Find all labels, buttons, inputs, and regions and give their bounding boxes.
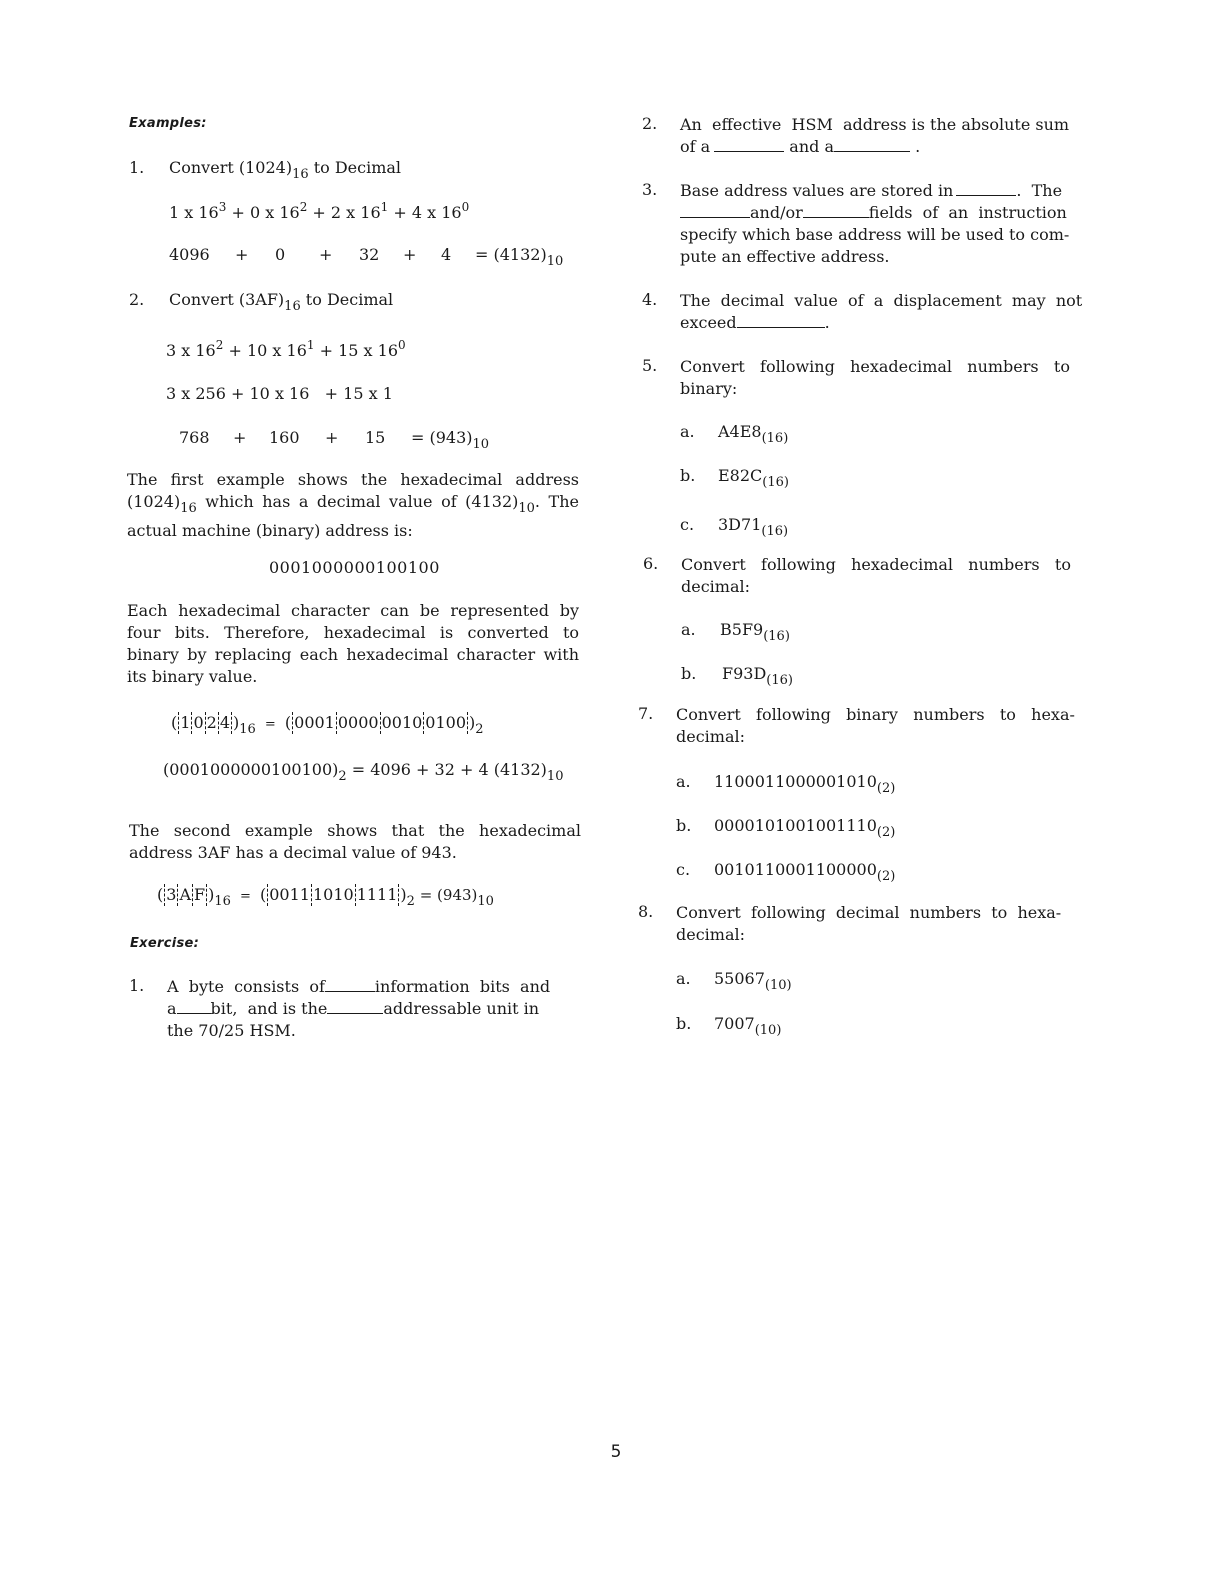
para-sub: 16 [180, 501, 197, 516]
binary-address: 0001000000100100 [269, 558, 440, 577]
q-text: An effective HSM address is the absolute sum [680, 115, 1070, 134]
sum-result-sub: 10 [472, 437, 490, 452]
question-5b-value [718, 466, 789, 490]
example-1-number: 1. [129, 158, 145, 177]
item-sub: (10) [764, 978, 792, 993]
equation-binary-to-decimal [163, 760, 563, 784]
item-letter: b. [681, 664, 697, 683]
question-5c [680, 515, 694, 534]
item-letter: a. [680, 422, 695, 441]
question-6b-value [722, 664, 793, 688]
example-2-title-post: to Decimal [300, 290, 394, 309]
question-2-text [680, 114, 1069, 158]
answer-blank[interactable] [325, 978, 375, 992]
sum-term: 4 [441, 245, 452, 264]
question-7a-value [714, 772, 895, 796]
item-letter: c. [680, 515, 695, 534]
divider [206, 884, 207, 906]
hex-digit: 0 [193, 713, 204, 732]
q-text: Convert following decimal numbers to hexa- [676, 903, 1062, 922]
plus-sign: + [319, 245, 333, 264]
sum-term: 15 [365, 428, 386, 447]
decimal-result: = (943) [414, 886, 478, 904]
item-sub: (16) [763, 629, 790, 644]
binary-group: 1010 [312, 885, 354, 904]
paragraph-second-example: The second example shows that the hexadecimal address 3AF has a decimal value of 943. [129, 821, 581, 862]
q-text: and a [784, 137, 834, 156]
term: + 0 x 16 [226, 203, 300, 222]
question-5a [680, 422, 695, 441]
hex-digit: 4 [219, 713, 230, 732]
term: + 2 x 16 [307, 203, 381, 222]
answer-blank[interactable] [956, 182, 1016, 196]
q-text: Convert following hexadecimal numbers to [680, 357, 1070, 376]
binary-group: 0100 [425, 713, 467, 732]
question-7c-value [714, 860, 895, 884]
close-paren: ) [400, 885, 407, 904]
answer-blank[interactable] [680, 204, 750, 218]
q-text: bit, and is the [210, 999, 328, 1018]
question-8a-value [714, 969, 792, 993]
close-paren: ) [233, 713, 240, 732]
question-1-number: 1. [129, 976, 145, 995]
q-text: decimal: [681, 577, 751, 596]
term: + 4 x 16 [388, 203, 462, 222]
item-value: E82C [718, 466, 763, 485]
q-text: of a [680, 137, 711, 156]
answer-blank[interactable] [737, 314, 825, 328]
term: + 10 x 16 [223, 341, 307, 360]
item-letter: a. [681, 620, 696, 639]
hex-digit: 2 [206, 713, 217, 732]
item-letter: b. [680, 466, 696, 485]
item-value: 0010110001100000 [714, 860, 877, 879]
divider [205, 712, 206, 734]
hex-digit: A [179, 885, 191, 904]
q-text: specify which base address will be used to com- [680, 225, 1070, 244]
hex-digit: F [194, 885, 206, 904]
item-sub: (16) [761, 431, 789, 446]
equation-hex-binary-3af [157, 884, 494, 909]
q-text: information bits and [374, 977, 551, 996]
binary-sub: 2 [338, 769, 347, 784]
sum-result-text: = (4132) [475, 245, 547, 264]
binary-group: 0011 [269, 885, 310, 904]
item-letter: b. [676, 1014, 692, 1033]
equals-sign: = [264, 717, 276, 732]
question-5b [680, 466, 695, 485]
binary-group: 0001 [294, 713, 335, 732]
plus-sign: + [235, 245, 249, 264]
item-sub: (16) [766, 673, 793, 688]
question-8b [676, 1014, 691, 1033]
item-letter: b. [676, 816, 692, 835]
item-letter: a. [676, 969, 691, 988]
term: 3 x 16 [166, 341, 216, 360]
divider [311, 884, 312, 906]
question-7b-value [714, 816, 895, 840]
question-8a [676, 969, 691, 988]
q-text: Convert following binary numbers to hexa- [676, 705, 1075, 724]
item-sub: (2) [876, 825, 896, 840]
decimal-sub: 10 [546, 769, 564, 784]
answer-blank[interactable] [177, 1000, 211, 1014]
q-text: binary: [680, 379, 738, 398]
divider [380, 712, 381, 734]
sum-term: 160 [269, 428, 300, 447]
open-paren: ( [171, 713, 178, 732]
item-value: B5F9 [720, 620, 764, 639]
decimal-sub: 10 [477, 894, 494, 909]
paragraph-hex-to-binary: Each hexadecimal character can be represented by four bits. Therefore, hexadecimal is converted to binary by replacing each hexadecimal character with its binary value. [127, 601, 579, 686]
q-text: Convert following hexadecimal numbers to [681, 555, 1071, 574]
close-paren: ) [469, 713, 476, 732]
q-text: decimal: [676, 727, 746, 746]
example-1-title-text: Convert (1024) [169, 158, 293, 177]
decimal-sum: = 4096 + 32 + 4 (4132) [346, 760, 547, 779]
answer-blank[interactable] [834, 138, 910, 152]
item-letter: c. [676, 860, 691, 879]
question-5-text [680, 356, 1070, 400]
binary-group: 0010 [381, 713, 423, 732]
item-letter: a. [676, 772, 691, 791]
question-5c-value [718, 515, 788, 539]
exponent: 0 [461, 200, 470, 214]
question-7-number: 7. [638, 704, 654, 723]
close-paren: ) [208, 885, 215, 904]
item-sub: (16) [761, 524, 789, 539]
divider [336, 712, 337, 734]
example-1-title-post: to Decimal [308, 158, 402, 177]
question-2-number: 2. [642, 114, 658, 133]
plus-sign: + [233, 428, 247, 447]
item-sub: (2) [876, 781, 896, 796]
example-2-number: 2. [129, 290, 145, 309]
question-7-text [676, 704, 1075, 748]
page-number: 5 [610, 1442, 622, 1462]
q-text: decimal: [676, 925, 746, 944]
question-8b-value [714, 1014, 781, 1038]
item-value: 55067 [714, 969, 765, 988]
sum-term: 768 [179, 428, 210, 447]
question-6-text [681, 554, 1071, 598]
example-2-title-text: Convert (3AF) [169, 290, 285, 309]
binary-group: 0000 [337, 713, 379, 732]
question-8-number: 8. [638, 902, 654, 921]
q-text: A byte consists of [167, 977, 325, 996]
binary-sub: 2 [475, 722, 484, 737]
question-6a-value [720, 620, 790, 644]
question-6-number: 6. [643, 554, 659, 573]
sum-result [411, 428, 489, 452]
exponent: 2 [215, 338, 224, 352]
open-paren: ( [284, 713, 292, 732]
q-text: The decimal value of a displacement may not [680, 291, 1083, 310]
q-text: pute an effective address. [680, 247, 890, 266]
answer-blank[interactable] [803, 204, 869, 218]
example-2-products: 3 x 256 + 10 x 16 + 15 x 1 [166, 384, 393, 403]
example-1-expansion [169, 200, 469, 222]
divider [218, 712, 219, 734]
hex-digit: 3 [166, 885, 177, 904]
open-paren: ( [260, 885, 267, 904]
question-8-text [676, 902, 1061, 946]
q-text: Base address values are stored in [680, 181, 954, 200]
item-sub: (2) [876, 869, 896, 884]
item-value: 3D71 [718, 515, 762, 534]
item-value: A4E8 [718, 422, 762, 441]
question-4-number: 4. [642, 290, 658, 309]
example-2-title-sub: 16 [284, 299, 301, 314]
plus-sign: + [403, 245, 417, 264]
hex-sub: 16 [214, 894, 231, 909]
equals-sign: = [240, 889, 251, 904]
term: + 15 x 16 [314, 341, 399, 360]
exponent: 1 [380, 200, 389, 214]
sum-term: 32 [359, 245, 380, 264]
binary-sub: 2 [406, 894, 415, 909]
question-7a [676, 772, 691, 791]
divider [355, 884, 356, 906]
exercise-heading: Exercise: [130, 936, 200, 951]
question-7b [676, 816, 691, 835]
divider [192, 884, 193, 906]
para-text: . The actual machine (binary) address is: [127, 492, 579, 540]
exponent: 3 [218, 200, 227, 214]
item-value: 7007 [714, 1014, 755, 1033]
item-value: F93D [722, 664, 767, 683]
open-paren: ( [157, 885, 164, 904]
example-1-title-sub: 16 [292, 167, 309, 182]
equation-hex-binary-1024 [171, 712, 484, 737]
q-text: . The [1016, 181, 1063, 200]
question-5-number: 5. [642, 356, 658, 375]
answer-blank[interactable] [327, 1000, 383, 1014]
sum-result [475, 245, 563, 269]
para-text: which has a decimal value of (4132) [196, 492, 519, 511]
examples-heading: Examples: [129, 116, 207, 131]
question-3-number: 3. [642, 180, 658, 199]
item-value: 1100011000001010 [714, 772, 877, 791]
exponent: 0 [398, 338, 406, 352]
sum-term: 4096 [169, 245, 210, 264]
question-3-text [680, 180, 1096, 268]
para-text: The first example shows the hexadecimal address (1024) [127, 470, 579, 511]
para-sub: 10 [518, 501, 535, 516]
plus-sign: + [325, 428, 339, 447]
example-1-title [169, 158, 401, 182]
question-6a [681, 620, 696, 639]
q-text: and/or [750, 203, 803, 222]
q-text: exceed [680, 313, 737, 332]
divider [231, 712, 232, 734]
exponent: 2 [299, 200, 308, 214]
sum-result-text: = (943) [411, 428, 473, 447]
divider [467, 712, 468, 734]
binary-group: 1111 [356, 885, 398, 904]
sum-result-sub: 10 [546, 254, 564, 269]
question-4-text [680, 290, 1082, 334]
hex-digit: 1 [180, 713, 191, 732]
item-sub: (16) [762, 475, 789, 490]
question-5a-value [718, 422, 788, 446]
exponent: 1 [306, 338, 315, 352]
paragraph-first-example [127, 469, 579, 542]
binary-value: (0001000000100100) [163, 760, 339, 779]
question-7c [676, 860, 690, 879]
sum-term: 0 [275, 245, 286, 264]
question-1-text [167, 976, 581, 1042]
divider [292, 712, 293, 734]
q-text: addressable unit in [383, 999, 540, 1018]
q-text: fields of an instruction [868, 203, 1067, 222]
item-sub: (10) [754, 1023, 782, 1038]
example-2-title [169, 290, 393, 314]
term: 1 x 16 [169, 203, 219, 222]
hex-sub: 16 [239, 722, 256, 737]
example-2-expansion [166, 338, 406, 360]
item-value: 0000101001001110 [714, 816, 877, 835]
q-text: . [824, 313, 830, 332]
q-text: a [167, 999, 177, 1018]
answer-blank[interactable] [714, 138, 784, 152]
q-text: the 70/25 HSM. [167, 1021, 296, 1040]
question-6b [681, 664, 696, 683]
q-text: . [909, 137, 921, 156]
